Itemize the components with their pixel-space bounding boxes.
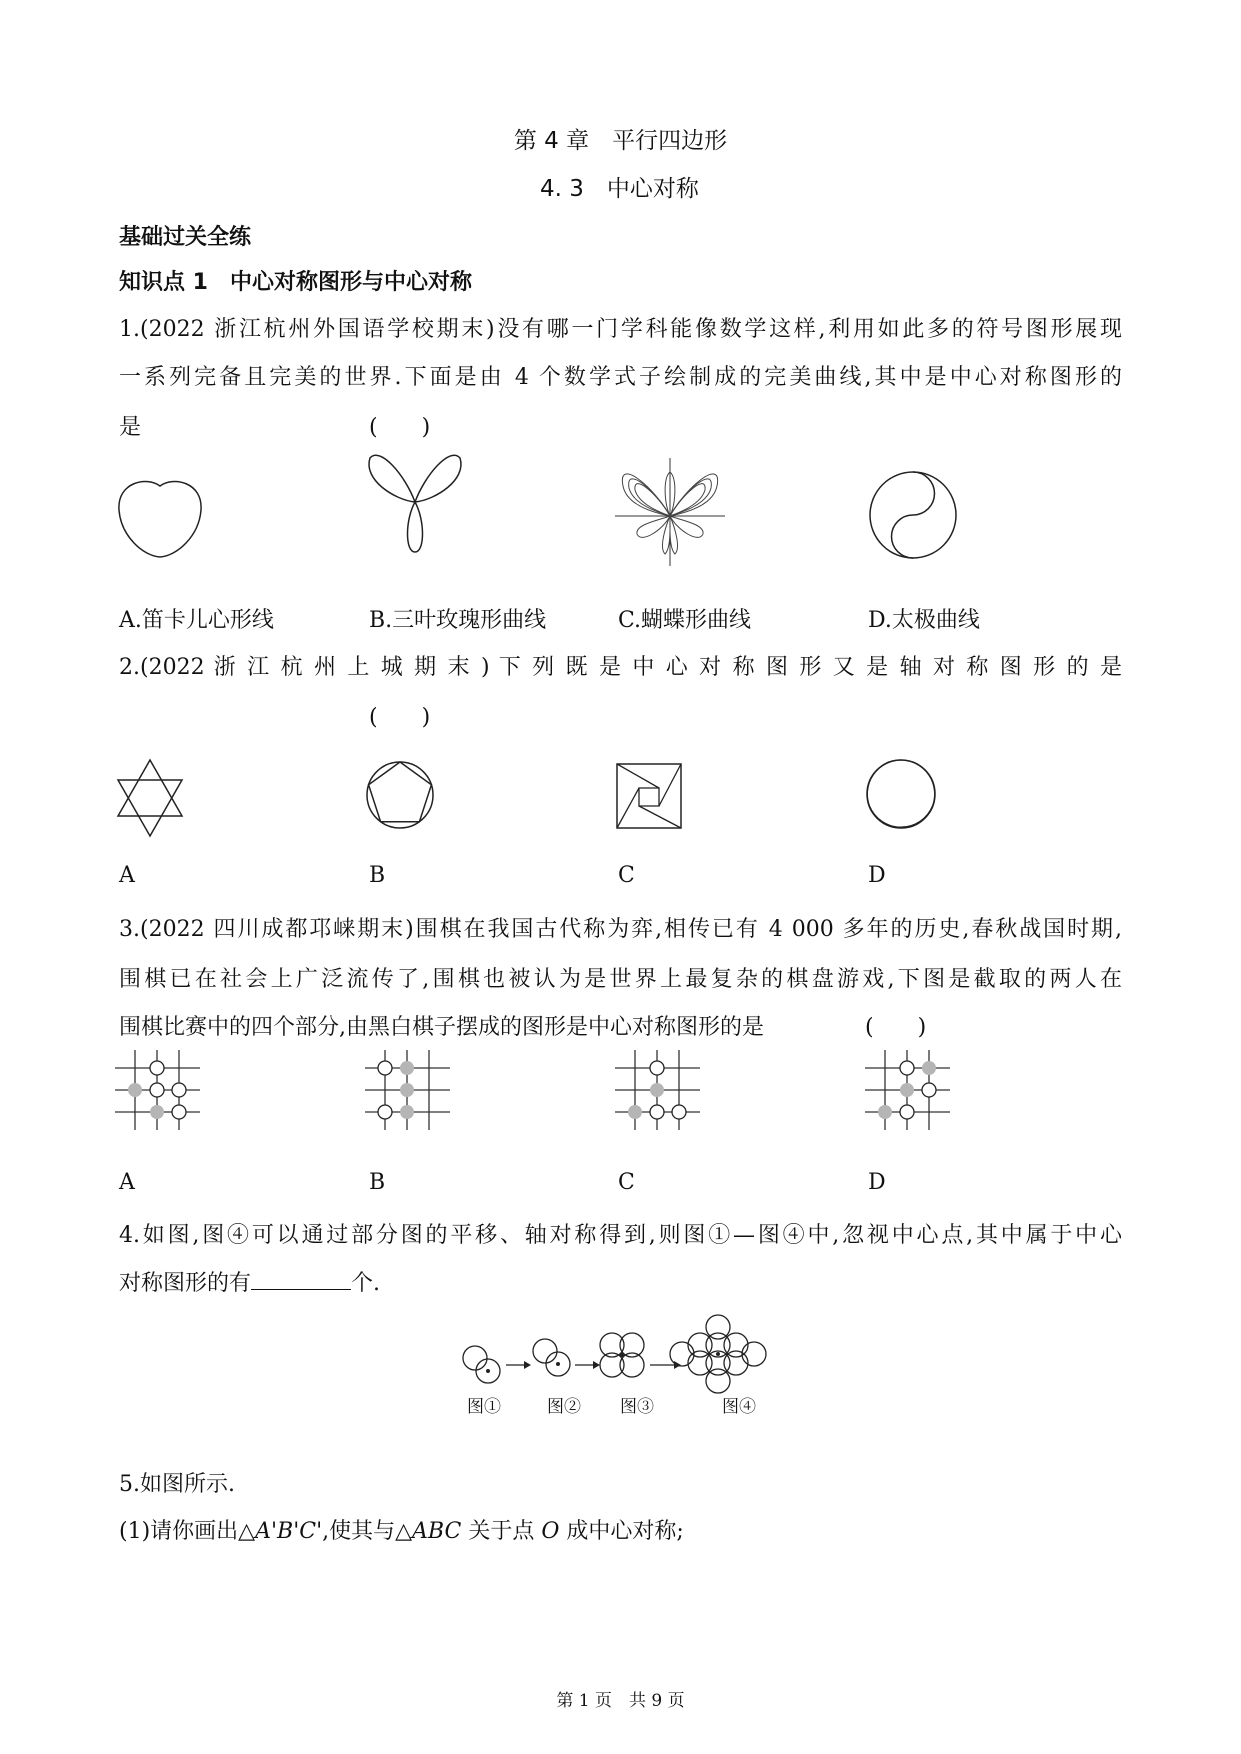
q4-caption-1: 图① [467, 1397, 501, 1417]
q3-line2: 围棋已在社会上广泛流传了,围棋也被认为是世界上最复杂的棋盘游戏,下图是截取的两人在 [119, 967, 1122, 992]
q5-point-o-label: O [541, 1519, 560, 1544]
q3-option-d: D [868, 1170, 886, 1195]
go-board-d-figure [865, 1050, 950, 1130]
q5-line2 [119, 1514, 684, 1545]
knowledge-point-title: 知识点 1 中心对称图形与中心对称 [119, 270, 472, 295]
q1-line2: 一系列完备且完美的世界.下面是由 4 个数学式子绘制成的完美曲线,其中是中心对称图形的 [119, 365, 1122, 390]
q5-triangle-abc-label: ABC [412, 1519, 462, 1544]
section-title: 4. 3 中心对称 [540, 176, 699, 202]
q4-caption-3: 图③ [620, 1397, 654, 1417]
q5-triangle-prime-label: A'B'C' [255, 1519, 323, 1544]
three-arcs-circle-figure [865, 758, 937, 830]
pentagon-in-circle-figure [365, 760, 435, 830]
q3-option-b: B [369, 1170, 386, 1195]
q5-line2-part-g: 成中心对称; [559, 1519, 684, 1544]
q2-line1: 2.(2022 浙 江 杭 州 上 城 期 末 ) 下 列 既 是 中 心 对 称 图 形 又 是 轴 对 称 图 形 的 是 [119, 655, 1122, 680]
q5-line2-part-e: 关于点 [461, 1519, 542, 1544]
pinwheel-square-figure [615, 762, 683, 830]
page-footer: 第 1 页 共 9 页 [556, 1691, 685, 1711]
go-board-c-figure [615, 1050, 700, 1130]
q1-option-c: C.蝴蝶形曲线 [618, 608, 752, 633]
chapter-title: 第 4 章 平行四边形 [513, 128, 728, 154]
practice-title: 基础过关全练 [119, 225, 252, 250]
q4-caption-2: 图② [547, 1397, 581, 1417]
q1-option-a: A.笛卡儿心形线 [119, 608, 274, 633]
q4-answer-blank[interactable] [251, 1269, 351, 1290]
go-board-b-figure [365, 1050, 450, 1130]
q4-line1: 4.如图,图④可以通过部分图的平移、轴对称得到,则图①—图④中,忽视中心点,其中属于中心 [119, 1223, 1122, 1248]
q1-answer-bracket: ( ) [369, 415, 431, 440]
q4-line2 [119, 1266, 380, 1297]
q4-figure-sequence [460, 1305, 780, 1405]
q3-option-a: A [119, 1170, 135, 1195]
butterfly-curve-figure [615, 458, 725, 566]
q2-option-b: B [369, 863, 386, 888]
q1-line3: 是 [119, 415, 142, 440]
q3-option-c: C [618, 1170, 635, 1195]
q3-line1: 3.(2022 四川成都邛崃期末)围棋在我国古代称为弈,相传已有 4 000 多年的历史,春秋战国时期, [119, 917, 1122, 942]
cardioid-figure [115, 478, 205, 560]
q3-answer-bracket: ( ) [865, 1015, 927, 1040]
q4-line2-start: 对称图形的有 [119, 1271, 252, 1296]
q4-line2-end: 个. [351, 1271, 381, 1296]
q2-answer-bracket: ( ) [369, 705, 431, 730]
q3-line3: 围棋比赛中的四个部分,由黑白棋子摆成的图形是中心对称图形的是 [119, 1015, 764, 1040]
q2-option-a: A [119, 863, 135, 888]
q1-line1: 1.(2022 浙江杭州外国语学校期末)没有哪一门学科能像数学这样,利用如此多的符号图形展现 [119, 317, 1122, 342]
q2-option-c: C [618, 863, 635, 888]
q1-option-d: D.太极曲线 [868, 608, 980, 633]
go-board-a-figure [115, 1050, 200, 1130]
q1-option-b: B.三叶玫瑰形曲线 [369, 608, 547, 633]
q4-caption-4: 图④ [722, 1397, 756, 1417]
taiji-curve-figure [868, 470, 958, 560]
hexagram-figure [115, 758, 185, 838]
q2-option-d: D [868, 863, 886, 888]
q5-line2-part-a: (1)请你画出△ [119, 1519, 256, 1544]
q5-line2-part-c: ,使其与△ [322, 1519, 413, 1544]
three-leaf-rose-figure [365, 450, 465, 555]
q5-line1: 5.如图所示. [119, 1472, 235, 1497]
